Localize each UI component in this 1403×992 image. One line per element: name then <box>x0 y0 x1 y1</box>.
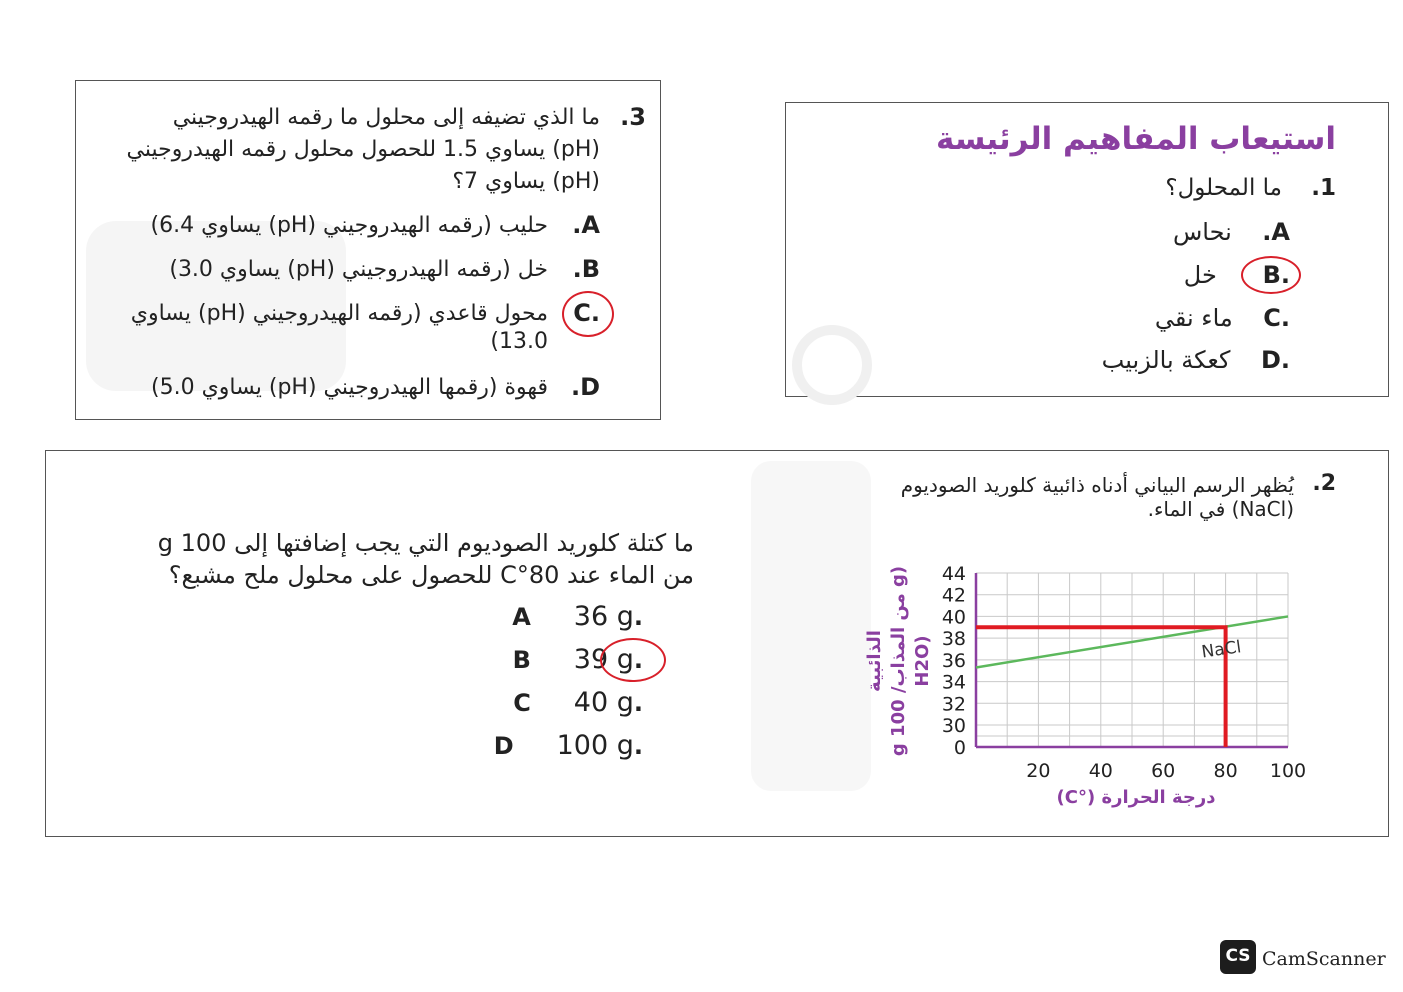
y-tick-label: 38 <box>941 628 966 651</box>
question-1 <box>1165 175 1336 201</box>
option-d[interactable] <box>1102 346 1290 374</box>
y-tick-label: 0 <box>953 737 966 759</box>
watermark-circle <box>792 325 872 405</box>
option-text: 36 g <box>573 601 634 632</box>
question-number: 2. <box>1312 471 1336 496</box>
x-tick-label: 40 <box>1088 760 1113 782</box>
solubility-box <box>45 450 1389 837</box>
option-letter-d: D. <box>570 373 600 401</box>
option-c[interactable] <box>1155 304 1290 332</box>
intro-line-2: (NaCl) في الماء. <box>1147 497 1294 521</box>
option-letter: .C <box>513 689 643 717</box>
x-tick-label: 80 <box>1213 760 1238 782</box>
option-c-text-1[interactable]: محول قاعدي (رقمه الهيدروجيني (pH) يساوي <box>130 301 548 326</box>
solubility-chart <box>836 561 1306 821</box>
option-text: ماء نقي <box>1154 304 1233 332</box>
question-line-1: ما كتلة كلوريد الصوديوم التي يجب إضافتها إلى 100 g <box>157 529 694 557</box>
answer-circle <box>1241 256 1301 294</box>
option-b-text[interactable]: خل (رقمه الهيدروجيني (pH) يساوي 3.0) <box>169 257 548 282</box>
option-d-text[interactable]: قهوة (رقمها الهيدروجيني (pH) يساوي 5.0) <box>151 375 548 400</box>
option-text: نحاس <box>1173 218 1232 246</box>
option-letter: A. <box>1262 218 1290 246</box>
option-letter: .D <box>1260 346 1290 374</box>
section-title: استيعاب المفاهيم الرئيسة <box>936 121 1336 157</box>
y-tick-label: 40 <box>941 606 966 629</box>
x-tick-label: 100 <box>1269 760 1306 782</box>
option-letter: .B <box>512 646 643 674</box>
concepts-box <box>785 102 1389 397</box>
option-text: 39 g <box>573 644 634 675</box>
series-label: NaCl <box>1200 637 1243 663</box>
question-line-1: ما الذي تضيفه إلى محلول ما رقمه الهيدروجيني <box>172 105 600 130</box>
y-tick-label: 34 <box>941 671 966 694</box>
camscanner-brand: CamScanner <box>1262 948 1386 970</box>
question-text: ما المحلول؟ <box>1165 175 1282 201</box>
option-text: كعكة بالزبيب <box>1101 346 1231 374</box>
x-axis-label: درجة الحرارة (°C) <box>1056 787 1216 808</box>
y-label-line-3: H2O) <box>912 635 933 687</box>
option-letter: .D <box>493 732 643 760</box>
question-line-2: من الماء عند 80°C للحصول على محلول ملح مشبع؟ <box>168 561 694 589</box>
option-text: خل <box>1183 261 1217 289</box>
option-a-text[interactable]: حليب (رقمه الهيدروجيني (pH) يساوي 6.4) <box>150 213 548 238</box>
question-line-2: (pH) يساوي 1.5 للحصول محلول رقمه الهيدروجيني <box>126 137 600 162</box>
y-tick-label: 30 <box>941 715 966 737</box>
option-text: 100 g <box>556 730 634 761</box>
y-axis-label <box>864 566 933 756</box>
option-a[interactable] <box>1173 218 1290 246</box>
option-letter: .A <box>512 603 643 631</box>
y-label-line-1: الذائبية <box>864 630 885 692</box>
option-letter-b: B. <box>572 255 600 283</box>
y-label-line-2: (g من المذاب/ 100 g <box>888 565 909 757</box>
intro-line-1: يُظهر الرسم البياني أدناه ذائبية كلوريد الصوديوم <box>900 473 1294 497</box>
ph-question-box <box>75 80 661 420</box>
option-text: 40 g <box>573 687 634 718</box>
question-line-3: (pH) يساوي 7؟ <box>452 169 600 194</box>
question-number: 1. <box>1311 175 1336 201</box>
x-tick-label: 20 <box>1026 760 1051 782</box>
y-tick-label: 36 <box>941 649 966 672</box>
option-d[interactable] <box>494 730 643 761</box>
option-letter-a: A. <box>572 211 600 239</box>
y-tick-labels <box>942 563 966 759</box>
option-letter: .B <box>1262 261 1290 289</box>
camscanner-logo: CS <box>1220 940 1256 974</box>
x-tick-label: 60 <box>1151 760 1176 782</box>
option-letter-c: .C <box>573 299 600 327</box>
option-a[interactable] <box>512 601 643 632</box>
y-tick-label: 42 <box>941 584 966 607</box>
option-letter: .C <box>1263 304 1290 332</box>
option-c[interactable] <box>513 687 643 718</box>
y-tick-label: 32 <box>941 693 966 716</box>
answer-circle <box>600 638 666 682</box>
question-number: 3. <box>620 103 646 131</box>
option-c-text-2: 13.0) <box>490 329 548 354</box>
y-tick-label: 44 <box>941 563 966 585</box>
x-tick-labels <box>1026 760 1306 782</box>
